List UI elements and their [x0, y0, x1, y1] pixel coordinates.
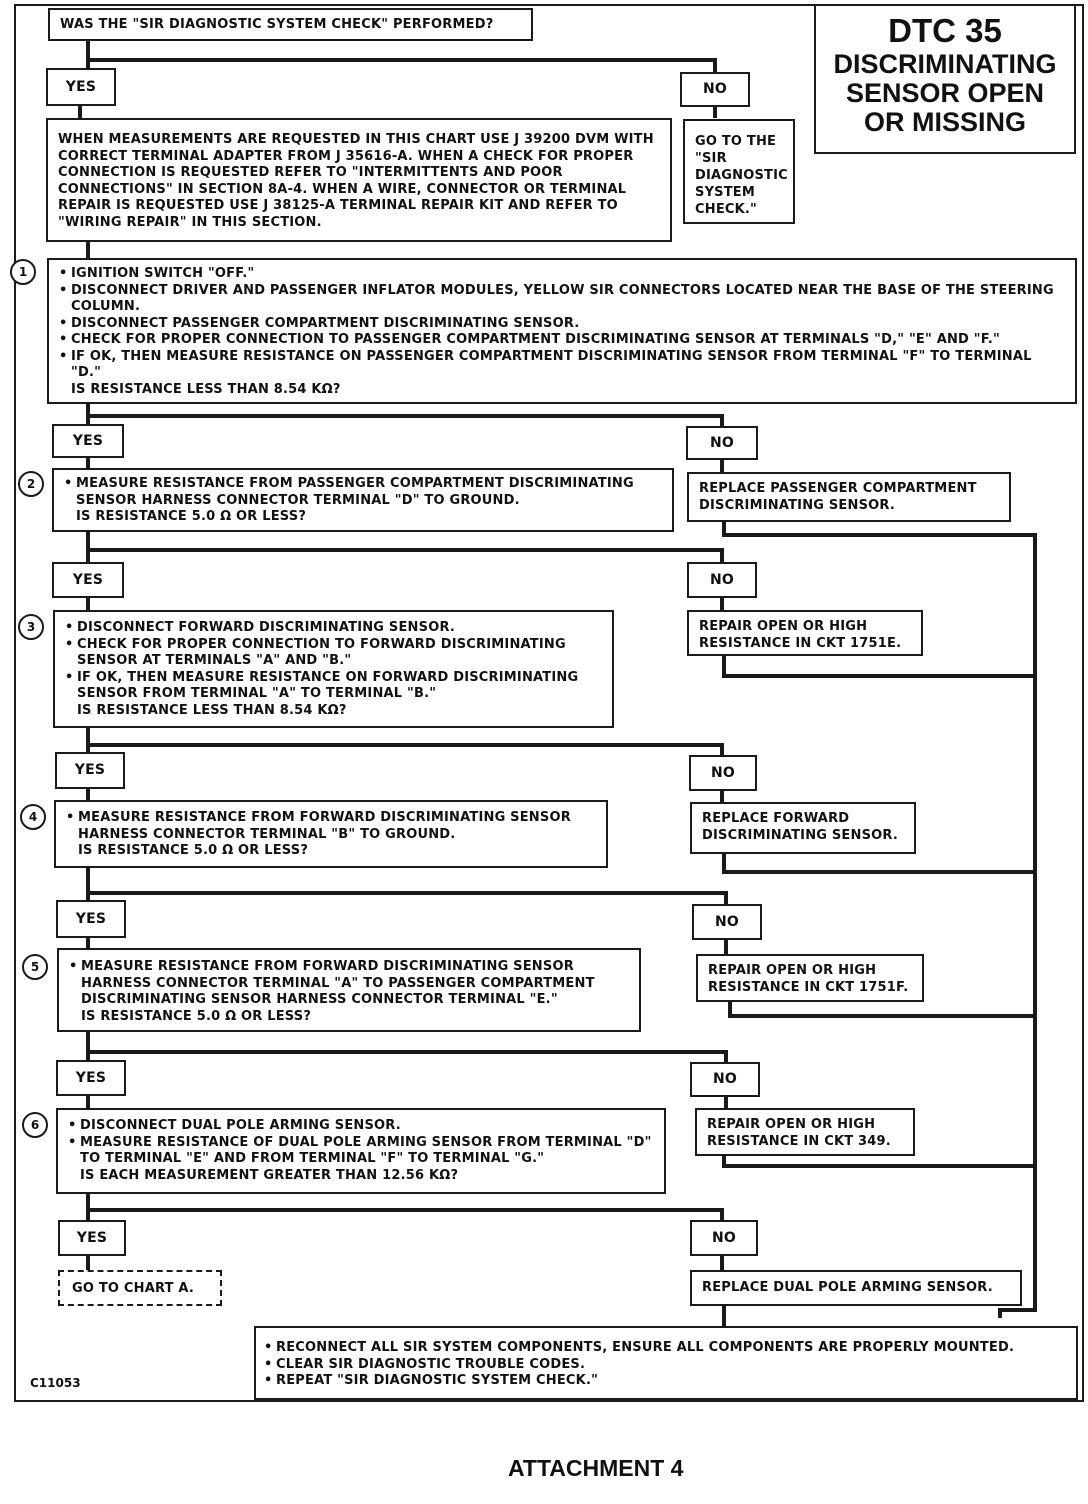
start-question-box — [48, 8, 533, 41]
step-2-no-action-box — [687, 610, 923, 656]
step-4-no: NO — [692, 904, 762, 940]
step-3-question: IS RESISTANCE LESS THAN 8.54 KΩ? — [77, 702, 347, 718]
step-4-number: 4 — [20, 804, 46, 830]
step-1-bullet: • DISCONNECT PASSENGER COMPARTMENT DISCRIMINATING SENSOR. — [59, 316, 1065, 333]
final-bullet: • CLEAR SIR DIAGNOSTIC TROUBLE CODES. — [264, 1357, 1066, 1374]
step-4-box — [54, 800, 608, 868]
step-2-number: 2 — [18, 471, 44, 497]
step-2-box — [52, 468, 674, 532]
title-dtc: DTC 35 — [888, 12, 1002, 49]
step-3-no-action-box — [690, 802, 916, 854]
step-4-question: IS RESISTANCE 5.0 Ω OR LESS? — [78, 843, 309, 858]
step-1-question: IS RESISTANCE LESS THAN 8.54 KΩ? — [71, 381, 341, 397]
step-1-bullet: • DISCONNECT DRIVER AND PASSENGER INFLATOR MODULES, YELLOW SIR CONNECTORS LOCATED NEAR THE BASE OF THE STEERING COLUMN. — [59, 283, 1065, 316]
start-no-action-box — [683, 119, 795, 224]
final-yes-box — [58, 1270, 222, 1306]
final-box — [254, 1326, 1078, 1400]
step-6-question: IS EACH MEASUREMENT GREATER THAN 12.56 KΩ? — [80, 1167, 459, 1183]
title-line-2: SENSOR OPEN — [845, 78, 1045, 108]
step-6-no-action: REPLACE DUAL POLE ARMING SENSOR. — [702, 1280, 993, 1295]
step-6-bullet: • DISCONNECT DUAL POLE ARMING SENSOR. — [68, 1118, 654, 1135]
step-4-yes: YES — [56, 900, 126, 938]
step-2-bullet: • MEASURE RESISTANCE FROM PASSENGER COMPARTMENT DISCRIMINATING SENSOR HARNESS CONNECTOR TERMINAL "D" TO GROUND. — [64, 476, 662, 509]
intro-text: WHEN MEASUREMENTS ARE REQUESTED IN THIS CHART USE J 39200 DVM WITH CORRECT TERMINAL ADAPTER FROM J 35616-A. WHEN A CHECK FOR PROPER CONNECTION IS REQUESTED REFER TO "INTERMITTENTS AND POOR CONNECTIONS" IN SECTION 8A-4. WHEN A WIRE, CONNECTOR OR TERMINAL REPAIR IS REQUESTED USE J 38125-A TERMINAL REPAIR KIT AND REFER TO "WIRING REPAIR" IN THIS SECTION. — [58, 132, 654, 230]
step-1-bullet: • CHECK FOR PROPER CONNECTION TO PASSENGER COMPARTMENT DISCRIMINATING SENSOR AT TERMINALS "D," "E" AND "F." — [59, 332, 1065, 349]
attachment-label: ATTACHMENT 4 — [508, 1455, 684, 1481]
step-2-yes: YES — [52, 562, 124, 598]
step-6-number: 6 — [22, 1112, 48, 1138]
step-5-yes: YES — [56, 1060, 126, 1096]
start-no-action: GO TO THE "SIR DIAGNOSTIC SYSTEM CHECK." — [695, 134, 788, 217]
final-bullet: • REPEAT "SIR DIAGNOSTIC SYSTEM CHECK." — [264, 1373, 1066, 1390]
step-5-no: NO — [690, 1062, 760, 1097]
step-3-bullet: • IF OK, THEN MEASURE RESISTANCE ON FORWARD DISCRIMINATING SENSOR FROM TERMINAL "A" TO TERMINAL "B." — [65, 670, 602, 703]
figure-code: C11053 — [30, 1376, 81, 1390]
step-1-no: NO — [686, 426, 758, 460]
step-1-no-action: REPLACE PASSENGER COMPARTMENT DISCRIMINATING SENSOR. — [699, 481, 977, 513]
start-question: WAS THE "SIR DIAGNOSTIC SYSTEM CHECK" PERFORMED? — [60, 17, 494, 32]
title-line-3: OR MISSING — [863, 107, 1026, 137]
step-5-question: IS RESISTANCE 5.0 Ω OR LESS? — [81, 1008, 312, 1024]
step-5-box — [57, 948, 641, 1032]
step-6-yes: YES — [58, 1220, 126, 1256]
step-1-no-action-box — [687, 472, 1011, 522]
step-5-no-action-box — [695, 1108, 915, 1156]
start-no: NO — [680, 72, 750, 107]
step-6-box — [56, 1108, 666, 1194]
step-1-bullet: • IGNITION SWITCH "OFF." — [59, 266, 1065, 283]
step-2-no-action: REPAIR OPEN OR HIGH RESISTANCE IN CKT 1751E. — [699, 619, 902, 651]
step-3-number: 3 — [18, 614, 44, 640]
step-1-box — [47, 258, 1077, 404]
step-4-no-action-box — [696, 954, 924, 1002]
step-2-question: IS RESISTANCE 5.0 Ω OR LESS? — [76, 509, 307, 524]
step-2-no: NO — [687, 562, 757, 598]
step-1-bullet: • IF OK, THEN MEASURE RESISTANCE ON PASSENGER COMPARTMENT DISCRIMINATING SENSOR FROM TERMINAL "F" TO TERMINAL "D." — [59, 349, 1065, 382]
step-6-no: NO — [690, 1220, 758, 1256]
step-1-number: 1 — [10, 259, 36, 285]
step-5-number: 5 — [22, 954, 48, 980]
step-3-bullet: • DISCONNECT FORWARD DISCRIMINATING SENSOR. — [65, 620, 602, 637]
final-bullet: • RECONNECT ALL SIR SYSTEM COMPONENTS, ENSURE ALL COMPONENTS ARE PROPERLY MOUNTED. — [264, 1340, 1066, 1357]
chart-title — [814, 4, 1076, 154]
final-yes-action: GO TO CHART A. — [72, 1281, 195, 1296]
title-line-1: DISCRIMINATING — [833, 49, 1057, 79]
step-3-no-action: REPLACE FORWARD DISCRIMINATING SENSOR. — [702, 811, 898, 843]
start-yes: YES — [46, 68, 116, 106]
step-4-bullet: • MEASURE RESISTANCE FROM FORWARD DISCRIMINATING SENSOR HARNESS CONNECTOR TERMINAL "B" TO GROUND. — [66, 810, 596, 843]
step-3-yes: YES — [55, 752, 125, 789]
step-1-yes: YES — [52, 424, 124, 458]
step-6-bullet: • MEASURE RESISTANCE OF DUAL POLE ARMING SENSOR FROM TERMINAL "D" TO TERMINAL "E" AND FROM TERMINAL "F" TO TERMINAL "G." — [68, 1135, 654, 1168]
intro-box — [46, 118, 672, 242]
step-6-no-action-box — [690, 1270, 1022, 1306]
step-3-box — [53, 610, 614, 728]
step-3-bullet: • CHECK FOR PROPER CONNECTION TO FORWARD DISCRIMINATING SENSOR AT TERMINALS "A" AND "B." — [65, 637, 602, 670]
step-3-no: NO — [689, 755, 757, 791]
step-4-no-action: REPAIR OPEN OR HIGH RESISTANCE IN CKT 1751F. — [708, 963, 909, 995]
step-5-bullet: • MEASURE RESISTANCE FROM FORWARD DISCRIMINATING SENSOR HARNESS CONNECTOR TERMINAL "A" TO PASSENGER COMPARTMENT DISCRIMINATING SENSOR HARNESS CONNECTOR TERMINAL "E." — [69, 959, 629, 1009]
step-5-no-action: REPAIR OPEN OR HIGH RESISTANCE IN CKT 349. — [707, 1117, 891, 1149]
